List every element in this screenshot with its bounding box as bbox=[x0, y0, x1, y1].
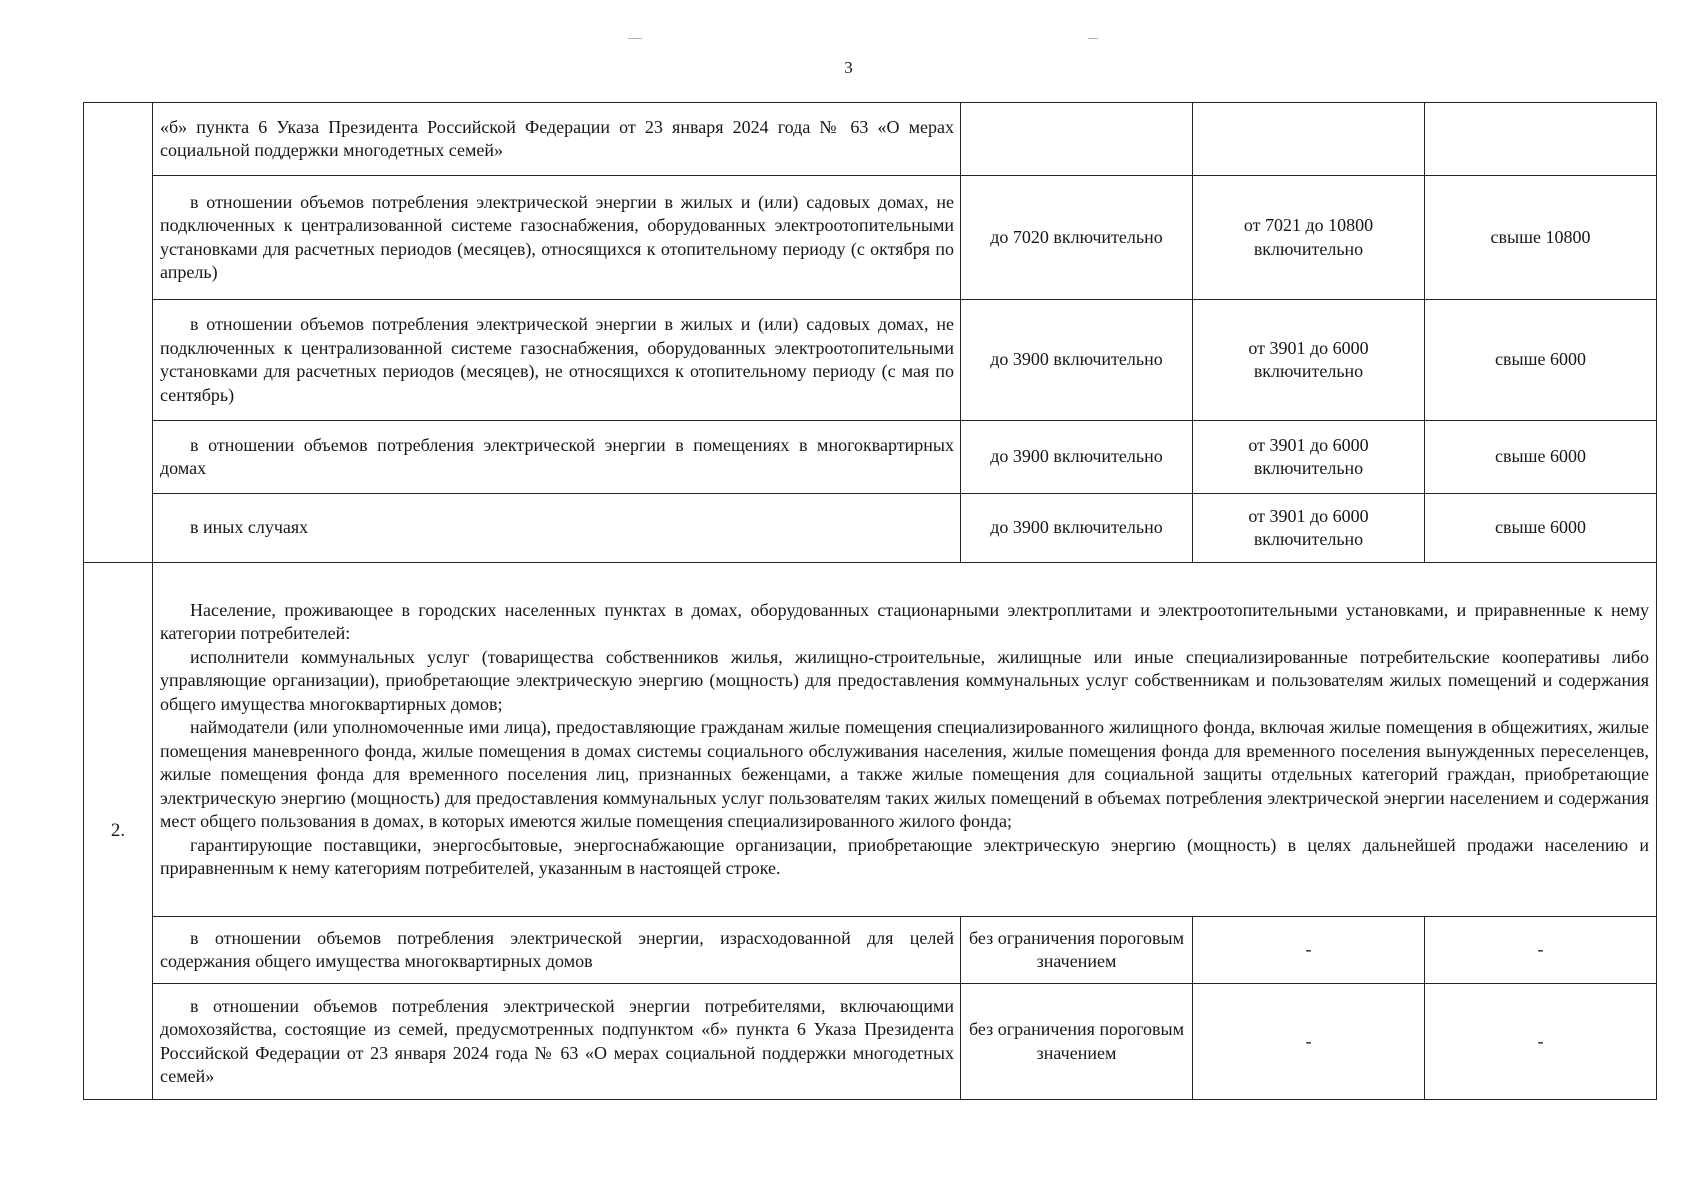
threshold-1-cell: до 3900 включительно bbox=[961, 421, 1193, 494]
table-row bbox=[84, 984, 1657, 1100]
threshold-3-cell: свыше 6000 bbox=[1425, 300, 1657, 421]
description-cell: в отношении объемов потребления электрической энергии, израсходованной для целей содержания общего имущества многоквартирных домов bbox=[153, 917, 961, 984]
threshold-3-cell: - bbox=[1425, 917, 1657, 984]
threshold-2-cell: - bbox=[1193, 984, 1425, 1100]
threshold-1-cell: без ограничения пороговым значением bbox=[961, 984, 1193, 1100]
threshold-3-cell: - bbox=[1425, 984, 1657, 1100]
paragraph: наймодатели (или уполномоченные ими лица), предоставляющие гражданам жилые помещения специализированного жилищного фонда, включая жилые помещения в общежитиях, жилые помещения маневренного фонда, жилые помещения в домах системы социального обслуживания населения, жилые помещения фонда для временного поселения вынужденных переселенцев, жилые помещения фонда для временного поселения лиц, признанных беженцами, а также жилые помещения для социальной защиты отдельных категорий граждан, приобретающие электрическую энергию (мощность) для предоставления коммунальных услуг пользователям таких жилых помещений в объемах потребления электрической энергии населением и содержания мест общего пользования в домах, в которых имеются жилые помещения специализированного жилого фонда; bbox=[160, 717, 1649, 831]
threshold-1-cell: до 7020 включительно bbox=[961, 176, 1193, 300]
threshold-3-cell: свыше 6000 bbox=[1425, 494, 1657, 563]
threshold-1-cell: без ограничения пороговым значением bbox=[961, 917, 1193, 984]
description-cell: в отношении объемов потребления электрической энергии в жилых и (или) садовых домах, не подключенных к централизованной системе газоснабжения, оборудованных электроотопительными установками для расчетных периодов (месяцев), относящихся к отопительному периоду (с октября по апрель) bbox=[153, 176, 961, 300]
threshold-3-cell: свыше 10800 bbox=[1425, 176, 1657, 300]
table-row bbox=[84, 563, 1657, 917]
description-cell: «б» пункта 6 Указа Президента Российской Федерации от 23 января 2024 года № 63 «О мерах социальной поддержки многодетных семей» bbox=[153, 103, 961, 176]
threshold-3-cell: свыше 6000 bbox=[1425, 421, 1657, 494]
threshold-2-cell: от 3901 до 6000 включительно bbox=[1193, 494, 1425, 563]
threshold-3-cell bbox=[1425, 103, 1657, 176]
paragraph: Население, проживающее в городских населенных пунктах в домах, оборудованных стационарными электроплитами и электроотопительными установками, и приравненные к нему категории потребителей: bbox=[160, 599, 1649, 643]
description-cell: в отношении объемов потребления электрической энергии потребителями, включающими домохозяйства, состоящие из семей, предусмотренных подпунктом «б» пункта 6 Указа Президента Российской Федерации от 23 января 2024 года № 63 «О мерах социальной поддержки многодетных семей» bbox=[153, 984, 961, 1100]
threshold-1-cell bbox=[961, 103, 1193, 176]
table-row bbox=[84, 421, 1657, 494]
table-row bbox=[84, 176, 1657, 300]
table-row bbox=[84, 300, 1657, 421]
threshold-2-cell bbox=[1193, 103, 1425, 176]
table-row bbox=[84, 103, 1657, 176]
page-number: 3 bbox=[844, 58, 853, 77]
threshold-2-cell: от 3901 до 6000 включительно bbox=[1193, 421, 1425, 494]
row-number-cell bbox=[84, 103, 153, 563]
paragraph: исполнители коммунальных услуг (товарищества собственников жилья, жилищно-строительные, жилищные или иные специализированные потребительские кооперативы либо управляющие организации), приобретающие электрическую энергию (мощность) для предоставления коммунальных услуг собственникам и пользователям жилых помещений и содержания общего имущества многоквартирных домов; bbox=[160, 646, 1649, 714]
threshold-2-cell: - bbox=[1193, 917, 1425, 984]
scan-artifact bbox=[1088, 38, 1098, 39]
threshold-2-cell: от 3901 до 6000 включительно bbox=[1193, 300, 1425, 421]
row-number-cell: 2. bbox=[84, 563, 153, 1100]
paragraph: гарантирующие поставщики, энергосбытовые, энергоснабжающие организации, приобретающие электрическую энергию (мощность) в целях дальнейшей продажи населению и приравненным к нему категориям потребителей, указанным в настоящей строке. bbox=[160, 834, 1649, 878]
scan-artifact bbox=[628, 38, 642, 39]
category-description-cell bbox=[153, 563, 1657, 917]
description-cell: в отношении объемов потребления электрической энергии в жилых и (или) садовых домах, не подключенных к централизованной системе газоснабжения, оборудованных электроотопительными установками для расчетных периодов (месяцев), не относящихся к отопительному периоду (с мая по сентябрь) bbox=[153, 300, 961, 421]
threshold-1-cell: до 3900 включительно bbox=[961, 300, 1193, 421]
tariff-table bbox=[83, 102, 1657, 1100]
description-cell: в иных случаях bbox=[153, 494, 961, 563]
table-row bbox=[84, 494, 1657, 563]
table-row bbox=[84, 917, 1657, 984]
threshold-2-cell: от 7021 до 10800 включительно bbox=[1193, 176, 1425, 300]
description-cell: в отношении объемов потребления электрической энергии в помещениях в многоквартирных домах bbox=[153, 421, 961, 494]
threshold-1-cell: до 3900 включительно bbox=[961, 494, 1193, 563]
